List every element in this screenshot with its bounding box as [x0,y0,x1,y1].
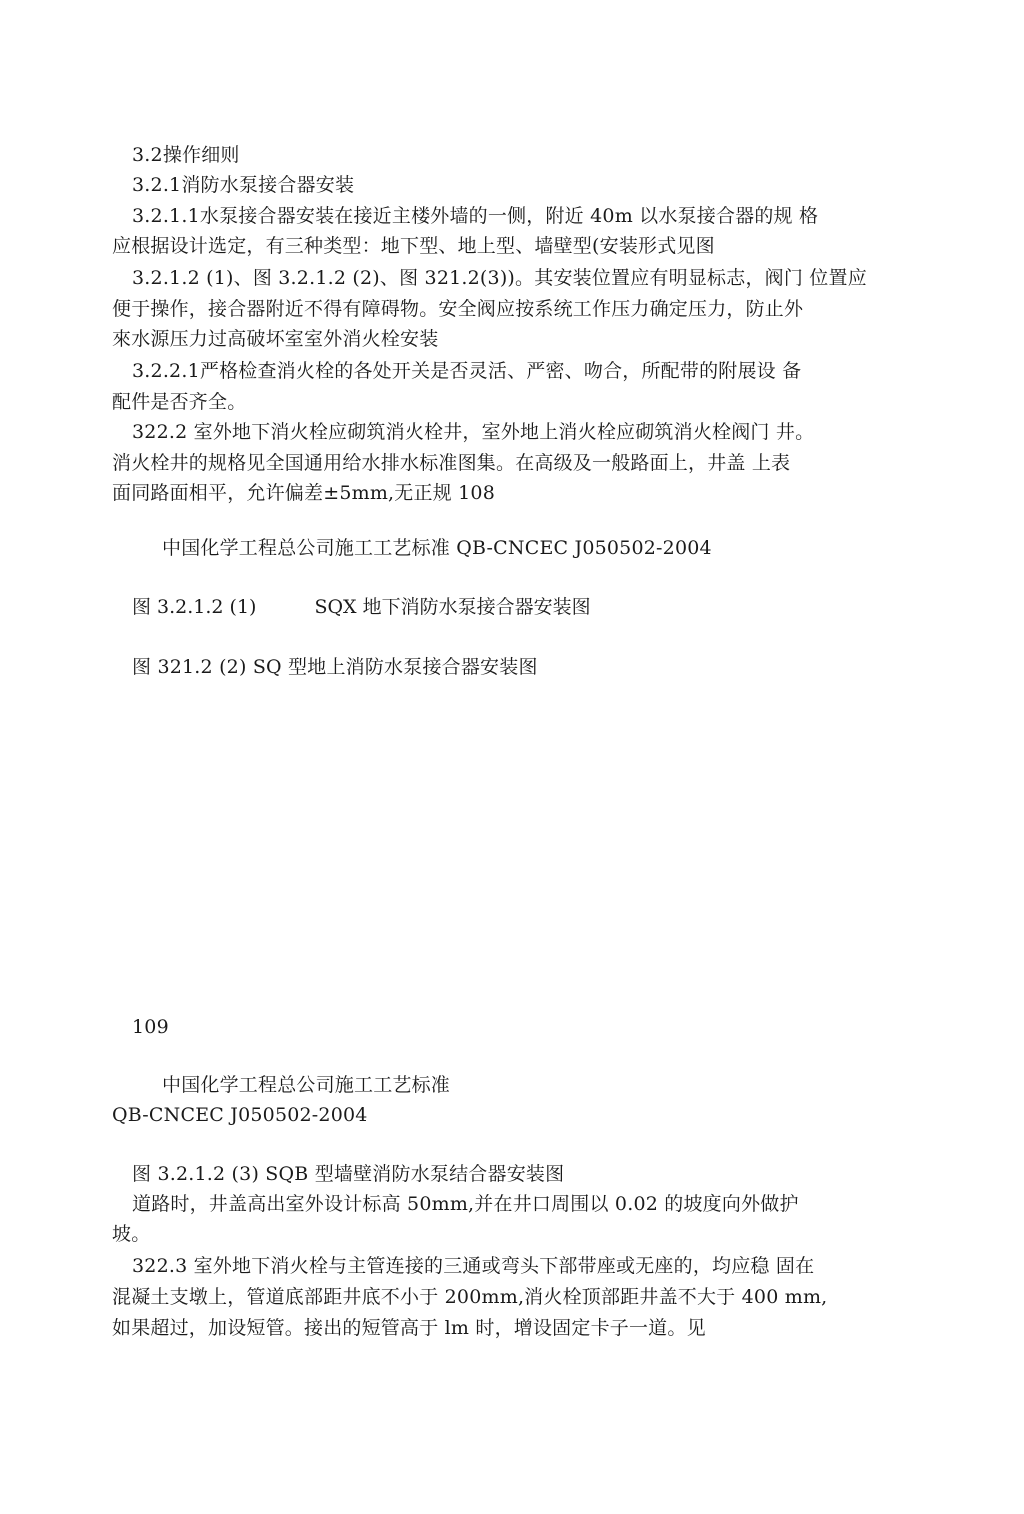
figure-2-caption: 图 321.2 (2) SQ 型地上消防水泵接合器安装图 [132,656,538,678]
section-title: 3.2操作细则 [132,144,240,166]
paragraph-5-line-1: 道路时，井盖高出室外设计标高 50mm,并在井口周围以 0.02 的坡度向外做护 [132,1193,799,1215]
paragraph-4-line-3: 面同路面相平，允许偏差±5mm,无正规 108 [112,482,495,504]
running-header-2-line-1: 中国化学工程总公司施工工艺标准 [162,1074,451,1096]
paragraph-5-line-2: 坡。 [112,1223,151,1245]
figure-1-caption [132,593,591,621]
paragraph-3-line-1: 3.2.2.1严格检查消火栓的各处开关是否灵活、严密、吻合，所配带的附展设 备 [132,360,802,382]
paragraph-4-line-1: 322.2 室外地下消火栓应砌筑消火栓井，室外地上消火栓应砌筑消火栓阀门 井。 [132,421,815,443]
figure-3-caption: 图 3.2.1.2 (3) SQB 型墙壁消防水泵结合器安装图 [132,1163,565,1185]
paragraph-2-line-2: 便于操作，接合器附近不得有障碍物。安全阀应按系统工作压力确定压力，防止外 [112,298,804,320]
paragraph-3-line-2: 配件是否齐全。 [112,391,247,413]
running-header-2-line-2: QB-CNCEC J050502-2004 [112,1104,368,1126]
running-header-1: 中国化学工程总公司施工工艺标准 QB-CNCEC J050502-2004 [162,537,712,559]
paragraph-2-line-1: 3.2.1.2 (1)、图 3.2.1.2 (2)、图 321.2(3))。其安装位置应有明显标志，阀门 位置应 [132,267,867,289]
paragraph-6-line-3: 如果超过，加设短管。接出的短管高于 lm 时，增设固定卡子一道。见 [112,1317,706,1339]
subsection-title: 3.2.1消防水泵接合器安装 [132,174,355,196]
paragraph-2-line-3: 來水源压力过高破坏室室外消火栓安装 [112,328,439,350]
figure-1-title: SQX 地下消防水泵接合器安装图 [314,596,591,618]
paragraph-4-line-2: 消火栓井的规格见全国通用给水排水标准图集。在高级及一般路面上，井盖 上表 [112,452,791,474]
paragraph-1-line-2: 应根据设计选定，有三种类型：地下型、地上型、墙壁型(安装形式见图 [112,235,715,257]
figure-1-number: 图 3.2.1.2 (1) [132,596,257,618]
page-number: 109 [132,1016,169,1038]
paragraph-1-line-1: 3.2.1.1水泵接合器安装在接近主楼外墙的一侧，附近 40m 以水泵接合器的规 格 [132,205,819,227]
paragraph-6-line-2: 混凝土支墩上，管道底部距井底不小于 200mm,消火栓顶部距井盖不大于 400 mm, [112,1286,828,1308]
paragraph-6-line-1: 322.3 室外地下消火栓与主管连接的三通或弯头下部带座或无座的，均应稳 固在 [132,1255,815,1277]
